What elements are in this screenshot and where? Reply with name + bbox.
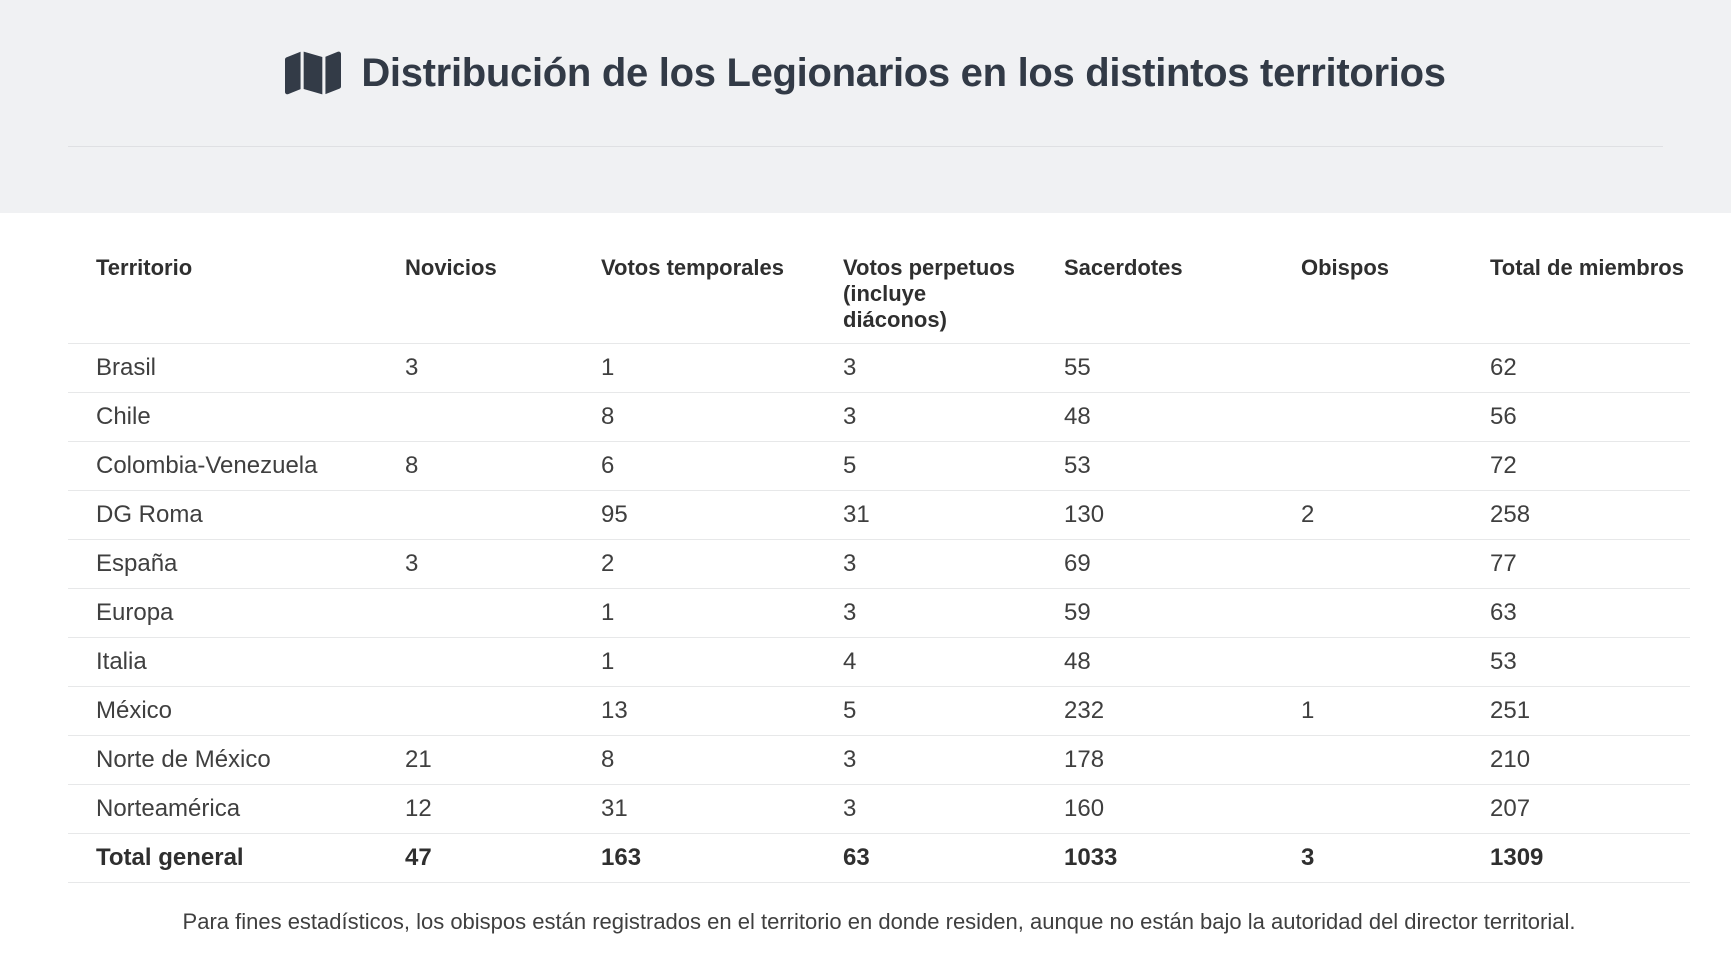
cell-novicios xyxy=(377,638,573,687)
cell-votos-perpetuos: 3 xyxy=(815,393,1036,442)
cell-votos-temporales: 31 xyxy=(573,785,815,834)
cell-sacerdotes: 232 xyxy=(1036,687,1273,736)
col-header-votos-perpetuos: Votos perpetuos (incluye diáconos) xyxy=(815,213,1036,344)
cell-novicios: 8 xyxy=(377,442,573,491)
col-header-novicios: Novicios xyxy=(377,213,573,344)
cell-territorio: México xyxy=(68,687,377,736)
table-row xyxy=(68,540,1690,589)
cell-obispos xyxy=(1273,344,1462,393)
cell-territorio: DG Roma xyxy=(68,491,377,540)
cell-votos-perpetuos: 5 xyxy=(815,442,1036,491)
cell-obispos xyxy=(1273,736,1462,785)
cell-obispos: 1 xyxy=(1273,687,1462,736)
cell-sacerdotes: 178 xyxy=(1036,736,1273,785)
table-body xyxy=(68,344,1690,883)
cell-total: 77 xyxy=(1462,540,1690,589)
cell-sacerdotes: 160 xyxy=(1036,785,1273,834)
cell-votos-perpetuos: 4 xyxy=(815,638,1036,687)
cell-total: 1309 xyxy=(1462,834,1690,883)
cell-votos-temporales: 1 xyxy=(573,638,815,687)
cell-sacerdotes: 48 xyxy=(1036,393,1273,442)
cell-territorio: Colombia-Venezuela xyxy=(68,442,377,491)
statistical-footnote: Para fines estadísticos, los obispos están registrados en el territorio en donde residen, aunque no están bajo la autoridad del director territorial. xyxy=(182,909,1576,934)
cell-territorio: Norte de México xyxy=(68,736,377,785)
cell-total: 56 xyxy=(1462,393,1690,442)
cell-territorio: Chile xyxy=(68,393,377,442)
cell-votos-temporales: 13 xyxy=(573,687,815,736)
cell-sacerdotes: 59 xyxy=(1036,589,1273,638)
page-header xyxy=(0,0,1731,213)
cell-sacerdotes: 1033 xyxy=(1036,834,1273,883)
cell-total: 258 xyxy=(1462,491,1690,540)
cell-novicios: 21 xyxy=(377,736,573,785)
table-row xyxy=(68,638,1690,687)
cell-votos-perpetuos: 3 xyxy=(815,785,1036,834)
cell-territorio: Italia xyxy=(68,638,377,687)
cell-total: 62 xyxy=(1462,344,1690,393)
cell-obispos xyxy=(1273,540,1462,589)
cell-votos-temporales: 8 xyxy=(573,393,815,442)
cell-obispos xyxy=(1273,638,1462,687)
cell-novicios xyxy=(377,491,573,540)
cell-novicios xyxy=(377,687,573,736)
cell-votos-perpetuos: 3 xyxy=(815,736,1036,785)
cell-obispos xyxy=(1273,785,1462,834)
cell-votos-perpetuos: 3 xyxy=(815,344,1036,393)
table-header xyxy=(68,213,1690,344)
cell-novicios xyxy=(377,589,573,638)
cell-votos-perpetuos: 31 xyxy=(815,491,1036,540)
cell-votos-temporales: 163 xyxy=(573,834,815,883)
col-header-sacerdotes: Sacerdotes xyxy=(1036,213,1273,344)
cell-total: 53 xyxy=(1462,638,1690,687)
cell-total: 72 xyxy=(1462,442,1690,491)
cell-obispos xyxy=(1273,442,1462,491)
table-row xyxy=(68,393,1690,442)
cell-votos-perpetuos: 63 xyxy=(815,834,1036,883)
page-title: Distribución de los Legionarios en los distintos territorios xyxy=(361,50,1446,95)
cell-total: 63 xyxy=(1462,589,1690,638)
cell-total: 251 xyxy=(1462,687,1690,736)
table-row xyxy=(68,687,1690,736)
cell-votos-perpetuos: 3 xyxy=(815,540,1036,589)
cell-votos-perpetuos: 3 xyxy=(815,589,1036,638)
cell-territorio: Brasil xyxy=(68,344,377,393)
territories-table xyxy=(68,213,1690,883)
cell-votos-perpetuos: 5 xyxy=(815,687,1036,736)
cell-territorio: Norteamérica xyxy=(68,785,377,834)
col-header-territorio: Territorio xyxy=(68,213,377,344)
cell-obispos xyxy=(1273,589,1462,638)
map-icon xyxy=(285,45,341,101)
cell-territorio: Europa xyxy=(68,589,377,638)
table-row xyxy=(68,736,1690,785)
col-header-votos-temporales: Votos temporales xyxy=(573,213,815,344)
cell-votos-temporales: 1 xyxy=(573,589,815,638)
table-section xyxy=(0,213,1731,935)
table-row xyxy=(68,344,1690,393)
cell-novicios: 12 xyxy=(377,785,573,834)
cell-votos-temporales: 6 xyxy=(573,442,815,491)
cell-votos-temporales: 95 xyxy=(573,491,815,540)
cell-sacerdotes: 130 xyxy=(1036,491,1273,540)
cell-novicios: 3 xyxy=(377,540,573,589)
cell-votos-temporales: 2 xyxy=(573,540,815,589)
cell-novicios xyxy=(377,393,573,442)
cell-obispos: 3 xyxy=(1273,834,1462,883)
cell-novicios: 3 xyxy=(377,344,573,393)
cell-obispos xyxy=(1273,393,1462,442)
cell-sacerdotes: 48 xyxy=(1036,638,1273,687)
header-divider xyxy=(68,146,1663,147)
table-row xyxy=(68,589,1690,638)
cell-sacerdotes: 53 xyxy=(1036,442,1273,491)
cell-votos-temporales: 1 xyxy=(573,344,815,393)
col-header-obispos: Obispos xyxy=(1273,213,1462,344)
cell-obispos: 2 xyxy=(1273,491,1462,540)
cell-sacerdotes: 55 xyxy=(1036,344,1273,393)
cell-total: 210 xyxy=(1462,736,1690,785)
cell-votos-temporales: 8 xyxy=(573,736,815,785)
cell-sacerdotes: 69 xyxy=(1036,540,1273,589)
title-row xyxy=(0,0,1731,146)
cell-total: 207 xyxy=(1462,785,1690,834)
cell-territorio: España xyxy=(68,540,377,589)
table-row xyxy=(68,491,1690,540)
cell-novicios: 47 xyxy=(377,834,573,883)
cell-territorio: Total general xyxy=(68,834,377,883)
header-row xyxy=(68,213,1690,344)
total-row xyxy=(68,834,1690,883)
table-row xyxy=(68,442,1690,491)
col-header-total: Total de miembros xyxy=(1462,213,1690,344)
table-row xyxy=(68,785,1690,834)
